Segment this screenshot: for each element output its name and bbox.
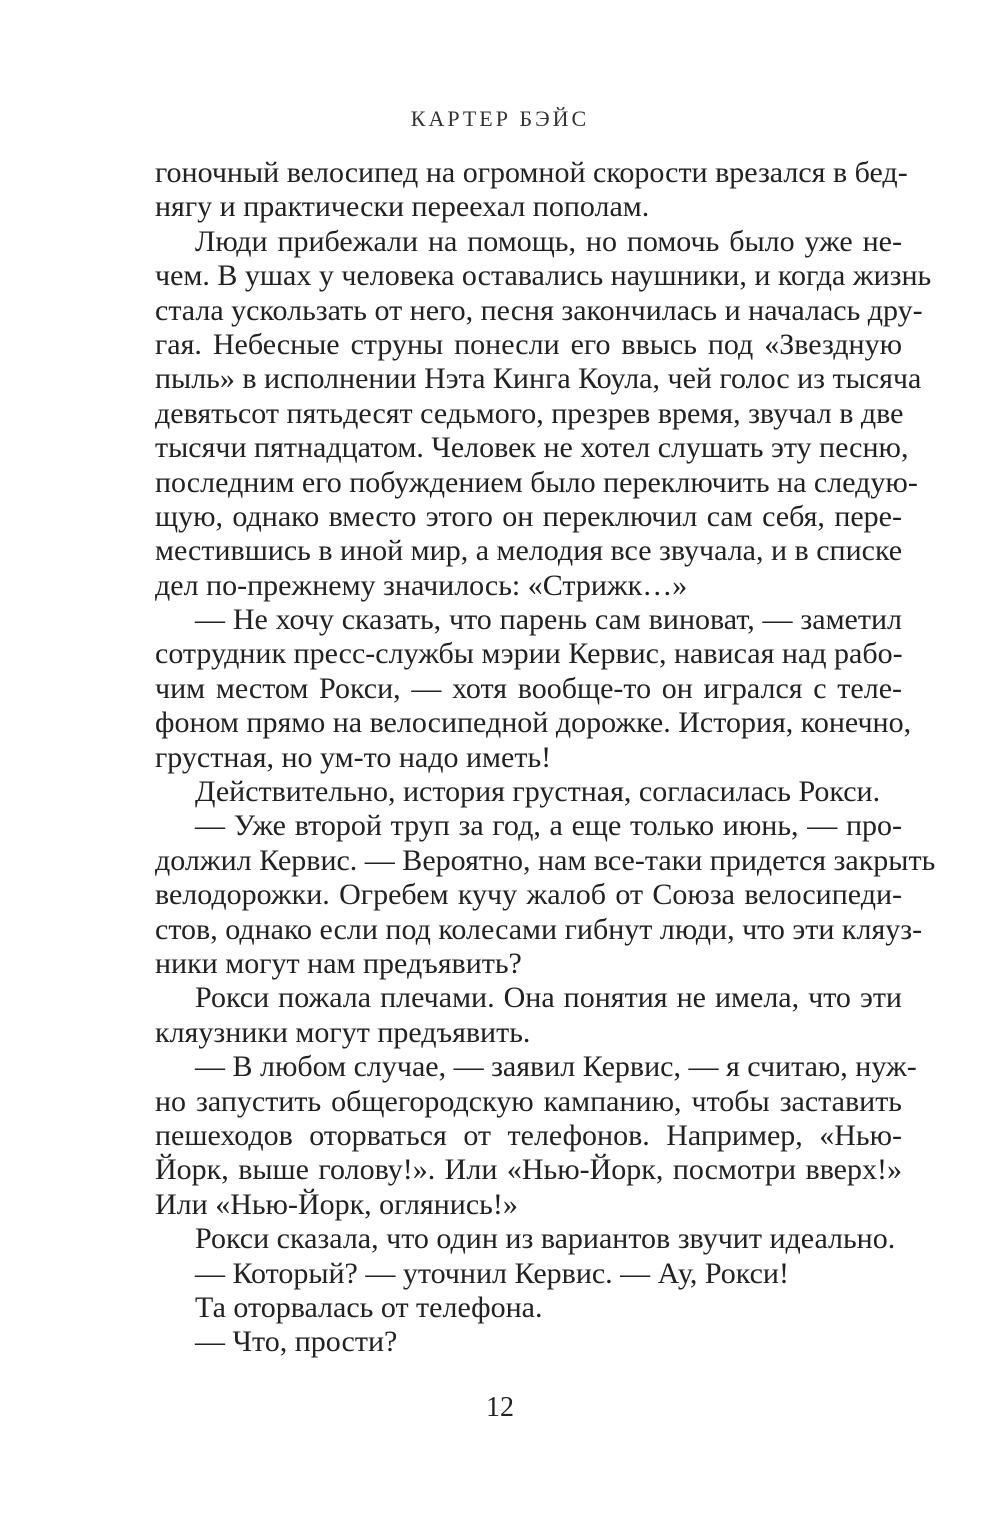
text-line: тысячи пятнадцатом. Человек не хотел слушать эту песню, — [155, 431, 909, 465]
text-line: пыль» в исполнении Нэта Кинга Коула, чей голос из тысяча — [155, 362, 922, 396]
text-line: — Не хочу сказать, что парень сам виноват, — заметил — [195, 603, 902, 637]
text-line: чем. В ушах у человека оставались наушники, и когда жизнь — [155, 259, 932, 293]
text-line: девятьсот пятьдесят седьмого, презрев время, звучал в две — [155, 396, 904, 430]
text-line: Рокси пожала плечами. Она понятия не имела, что эти — [195, 981, 902, 1015]
text-line: Йорк, выше голову!». Или «Нью-Йорк, посмотри вверх!» — [155, 1153, 902, 1187]
text-line: грустная, но ум-то надо иметь! — [155, 740, 552, 774]
text-line: сотрудник пресс-службы мэрии Кервис, нависая над рабо- — [155, 637, 903, 671]
text-line: стов, однако если под колесами гибнут люди, что эти кляуз- — [155, 912, 923, 946]
text-line: — В любом случае, — заявил Кервис, — я считаю, нуж- — [195, 1050, 917, 1084]
text-line: нягу и практически переехал пополам. — [155, 190, 650, 224]
text-line: Люди прибежали на помощь, но помочь было уже не- — [195, 224, 902, 258]
text-line: Та оторвалась от телефона. — [195, 1290, 543, 1324]
text-line: чим местом Рокси, — хотя вообще-то он игрался с теле- — [155, 671, 902, 705]
page-number: 12 — [486, 1392, 514, 1423]
text-line: велодорожки. Огребем кучу жалоб от Союза велосипеди- — [155, 878, 902, 912]
text-line: — Что, прости? — [195, 1325, 398, 1359]
text-line: Рокси сказала, что один из вариантов звучит идеально. — [195, 1222, 896, 1256]
text-line: ники могут нам предъявить? — [155, 946, 522, 980]
text-line: щую, однако вместо этого он переключил сам себя, пере- — [155, 499, 902, 533]
body-text — [155, 156, 936, 1360]
text-line: должил Кервис. — Вероятно, нам все-таки придется закрыть — [155, 843, 936, 877]
text-line: но запустить общегородскую кампанию, чтобы заставить — [155, 1084, 902, 1118]
text-line: — Который? — уточнил Кервис. — Ау, Рокси! — [195, 1256, 789, 1290]
text-line: пешеходов оторваться от телефонов. Например, «Нью- — [155, 1118, 902, 1152]
text-line: стала ускользать от него, песня закончилась и началась дру- — [155, 293, 923, 327]
running-head-author: КАРТЕР БЭЙС — [410, 106, 590, 131]
text-line: гая. Небесные струны понесли его ввысь под «Звездную — [155, 327, 902, 361]
text-line: Действительно, история грустная, согласилась Рокси. — [195, 775, 881, 809]
text-line: фоном прямо на велосипедной дорожке. История, конечно, — [155, 706, 912, 740]
text-line: — Уже второй труп за год, а еще только июнь, — про- — [195, 809, 902, 843]
text-line: Или «Нью-Йорк, оглянись!» — [155, 1187, 518, 1221]
text-line: последним его побуждением было переключить на следую- — [155, 465, 918, 499]
text-line: гоночный велосипед на огромной скорости врезался в бед- — [155, 156, 908, 189]
text-line: кляузники могут предъявить. — [155, 1015, 531, 1049]
text-line: дел по-прежнему значилось: «Стрижк…» — [155, 568, 688, 602]
text-line: местившись в иной мир, а мелодия все звучала, и в списке — [155, 534, 903, 568]
